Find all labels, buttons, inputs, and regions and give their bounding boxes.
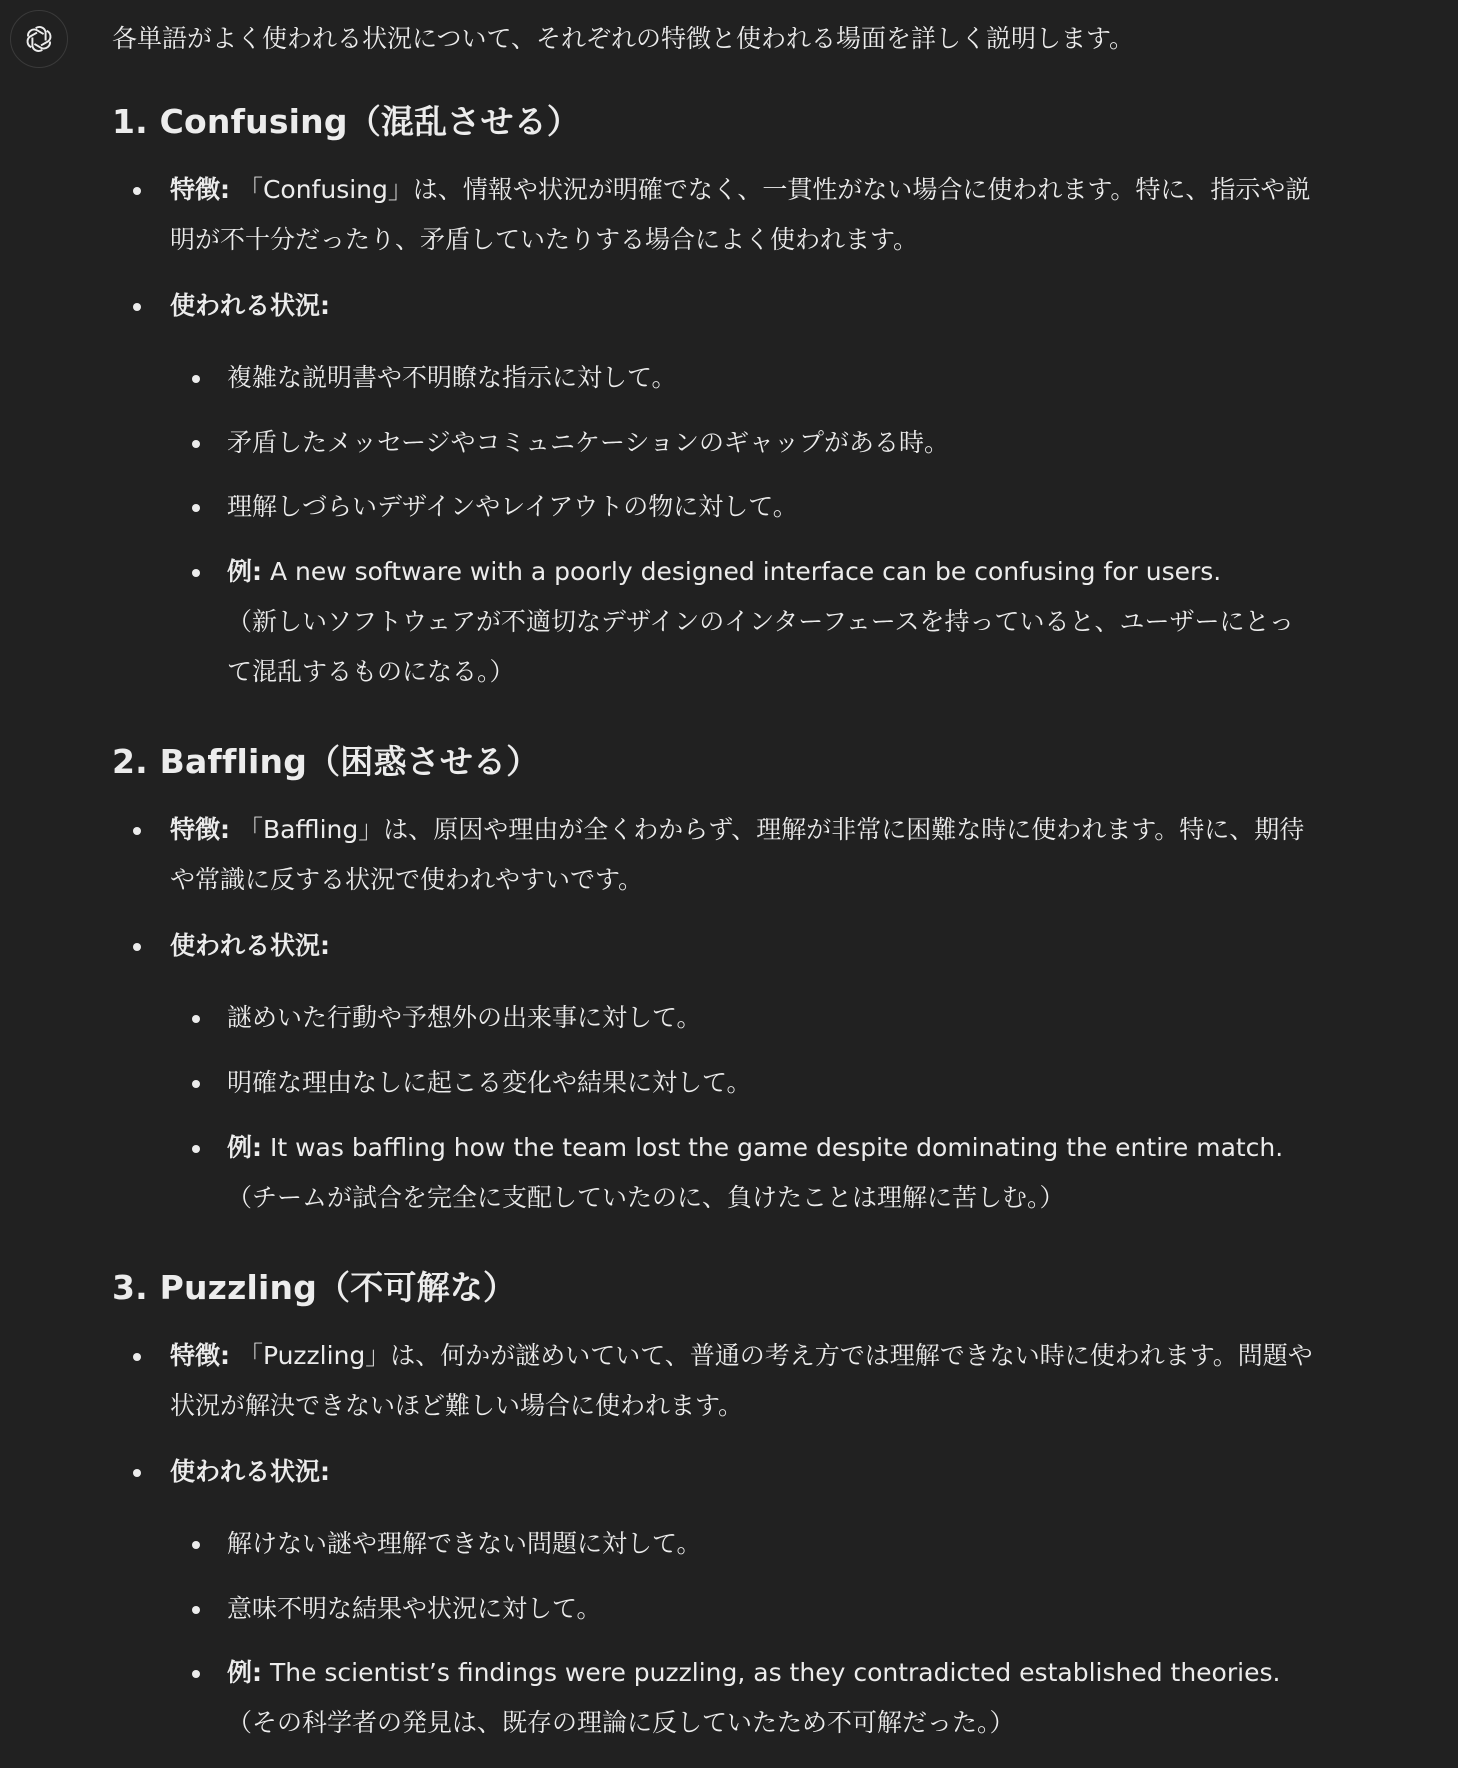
usage-label: 使われる状況: bbox=[170, 291, 330, 320]
bullet-icon bbox=[133, 943, 141, 951]
feature-text: 状況が解決できないほど難しい場合に使われます。 bbox=[170, 1391, 744, 1420]
bullet-icon bbox=[133, 303, 141, 311]
usage-item bbox=[170, 921, 1400, 971]
intro-text: 各単語がよく使われる状況について、それぞれの特徴と使われる場面を詳しく説明します。 bbox=[112, 24, 1135, 53]
bullet-icon bbox=[192, 1670, 200, 1678]
usage-item bbox=[170, 281, 1400, 331]
feature-item bbox=[170, 805, 1400, 905]
bullet-icon bbox=[192, 1606, 200, 1614]
feature-item bbox=[170, 1331, 1400, 1431]
usage-text: 矛盾したメッセージやコミュニケーションのギャップがある時。 bbox=[227, 428, 950, 457]
assistant-avatar bbox=[10, 10, 68, 68]
feature-label: 特徴: bbox=[170, 1341, 230, 1370]
usage-text: 解けない謎や理解できない問題に対して。 bbox=[227, 1529, 702, 1558]
bullet-icon bbox=[192, 1541, 200, 1549]
bullet-icon bbox=[192, 440, 200, 448]
usage-text: 謎めいた行動や予想外の出来事に対して。 bbox=[227, 1003, 702, 1032]
section-title: 3. Puzzling（不可解な） bbox=[112, 1268, 517, 1307]
usage-subitem bbox=[227, 993, 1397, 1043]
usage-subitem bbox=[227, 1584, 1397, 1634]
bullet-icon bbox=[192, 1145, 200, 1153]
assistant-message bbox=[112, 0, 1392, 1737]
bullet-icon bbox=[192, 375, 200, 383]
bullet-icon bbox=[192, 1080, 200, 1088]
feature-text: 「Puzzling」は、何かが謎めいていて、普通の考え方では理解できない時に使われます。問題や bbox=[237, 1341, 1313, 1370]
usage-subitem bbox=[227, 1058, 1397, 1108]
usage-subitem bbox=[227, 418, 1397, 468]
usage-text: 意味不明な結果や状況に対して。 bbox=[227, 1594, 602, 1623]
example-label: 例: bbox=[227, 1133, 262, 1162]
feature-label: 特徴: bbox=[170, 815, 230, 844]
bullet-icon bbox=[133, 1353, 141, 1361]
feature-text: 明が不十分だったり、矛盾していたりする場合によく使われます。 bbox=[170, 225, 919, 254]
example-translation: （新しいソフトウェアが不適切なデザインのインターフェースを持っていると、ユーザーにとっ bbox=[227, 607, 1295, 636]
feature-text: や常識に反する状況で使われやすいです。 bbox=[170, 865, 644, 894]
usage-text: 理解しづらいデザインやレイアウトの物に対して。 bbox=[227, 492, 798, 521]
example-translation: （その科学者の発見は、既存の理論に反していたため不可解だった。） bbox=[227, 1708, 1015, 1737]
example-subitem bbox=[227, 1123, 1397, 1223]
openai-logo-icon bbox=[21, 21, 57, 57]
example-subitem bbox=[227, 1648, 1397, 1748]
example-label: 例: bbox=[227, 557, 262, 586]
feature-label: 特徴: bbox=[170, 175, 230, 204]
feature-text: 「Baffling」は、原因や理由が全くわからず、理解が非常に困難な時に使われます。特に、期待 bbox=[237, 815, 1305, 844]
usage-item bbox=[170, 1447, 1400, 1497]
usage-subitem bbox=[227, 1519, 1397, 1569]
usage-label: 使われる状況: bbox=[170, 1457, 330, 1486]
bullet-icon bbox=[192, 1015, 200, 1023]
example-text: It was baffling how the team lost the game despite dominating the entire match. bbox=[269, 1133, 1284, 1162]
bullet-icon bbox=[192, 504, 200, 512]
usage-subitem bbox=[227, 353, 1397, 403]
example-label: 例: bbox=[227, 1658, 262, 1687]
bullet-icon bbox=[192, 569, 200, 577]
section-title: 1. Confusing（混乱させる） bbox=[112, 102, 581, 141]
example-translation: （チームが試合を完全に支配していたのに、負けたことは理解に苦しむ。） bbox=[227, 1183, 1065, 1212]
usage-text: 明確な理由なしに起こる変化や結果に対して。 bbox=[227, 1068, 752, 1097]
feature-item bbox=[170, 165, 1400, 265]
example-subitem bbox=[227, 547, 1397, 697]
bullet-icon bbox=[133, 187, 141, 195]
usage-label: 使われる状況: bbox=[170, 931, 330, 960]
example-text: The scientist’s findings were puzzling, as they contradicted established theories. bbox=[269, 1658, 1281, 1687]
feature-text: 「Confusing」は、情報や状況が明確でなく、一貫性がない場合に使われます。特に、指示や説 bbox=[237, 175, 1311, 204]
bullet-icon bbox=[133, 1469, 141, 1477]
example-text: A new software with a poorly designed interface can be confusing for users. bbox=[269, 557, 1222, 586]
usage-text: 複雑な説明書や不明瞭な指示に対して。 bbox=[227, 363, 677, 392]
usage-subitem bbox=[227, 482, 1397, 532]
bullet-icon bbox=[133, 827, 141, 835]
section-title: 2. Baffling（困惑させる） bbox=[112, 742, 540, 781]
example-translation: て混乱するものになる。） bbox=[227, 657, 515, 686]
